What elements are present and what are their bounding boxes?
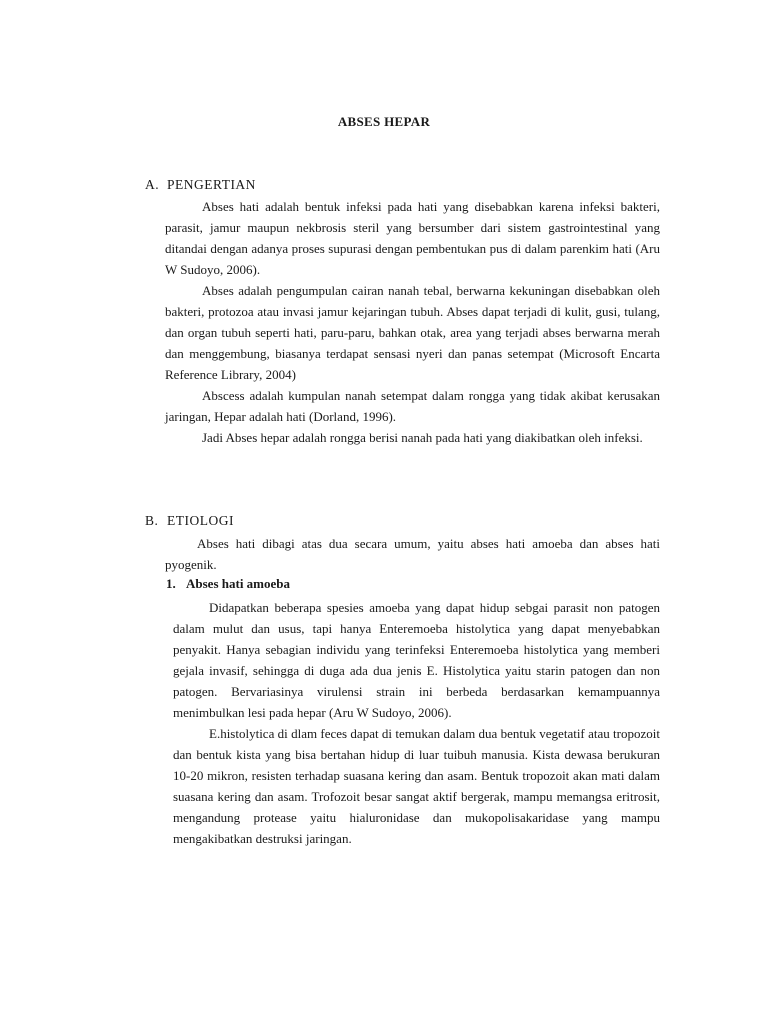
section-b-number: B. [145,513,159,528]
subsection-1-number: 1. [166,576,176,591]
section-b-heading [145,513,234,529]
section-a-paragraph-2: Abses adalah pengumpulan cairan nanah tebal, berwarna kekuningan disebabkan oleh bakteri, protozoa atau invasi jamur kejaringan tubuh. Abses dapat terjadi di kulit, gusi, tulang, dan organ tubuh seperti hati, paru-paru, bahkan otak, area yang terjadi abses berwarna merah dan menggembung, biasanya terdapat sensasi nyeri dan panas setempat (Microsoft Encarta Reference Library, 2004) [165,283,660,382]
subsection-1-heading [166,576,290,592]
subsection-1-body [173,597,660,849]
section-a-body [165,196,660,448]
section-a-paragraph-3: Abscess adalah kumpulan nanah setempat dalam rongga yang tidak akibat kerusakan jaringan, Hepar adalah hati (Dorland, 1996). [165,388,660,424]
section-b-title: ETIOLOGI [167,513,234,528]
section-a-paragraph-1: Abses hati adalah bentuk infeksi pada hati yang disebabkan karena infeksi bakteri, parasit, jamur maupun nekbrosis steril yang bersumber dari sistem gastrointestinal yang ditandai dengan adanya proses supurasi dengan pembentukan pus di dalam parenkim hati (Aru W Sudoyo, 2006). [165,199,660,277]
section-a-heading [145,177,256,193]
section-b-intro-block [165,533,660,575]
section-a-number: A. [145,177,160,192]
section-b-intro: Abses hati dibagi atas dua secara umum, yaitu abses hati amoeba dan abses hati pyogenik. [165,536,660,572]
section-a-paragraph-4: Jadi Abses hepar adalah rongga berisi nanah pada hati yang diakibatkan oleh infeksi. [202,430,643,445]
document-title: ABSES HEPAR [337,114,431,129]
subsection-1-title: Abses hati amoeba [186,576,291,591]
section-a-title: PENGERTIAN [167,177,256,192]
subsection-1-paragraph-1: Didapatkan beberapa spesies amoeba yang dapat hidup sebgai parasit non patogen dalam mulut dan usus, tapi hanya Enteremoeba histolytica yang dapat menyebabkan penyakit. Hanya sebagian individu yang terinfeksi Enteremoeba histolytica yang memberi gejala invasif, sehingga di duga ada dua jenis E. Histolytica yaitu starin patogen dan non patogen. Bervariasinya virulensi strain ini berbeda berdasarkan kemampuannya menimbulkan lesi pada hepar (Aru W Sudoyo, 2006). [173,600,660,720]
subsection-1-paragraph-2: E.histolytica di dlam feces dapat di temukan dalam dua bentuk vegetatif atau tropozoit dan bentuk kista yang bisa bertahan hidup di luar tuibuh manusia. Kista dewasa berukuran 10-20 mikron, resisten terhadap suasana kering dan asam. Bentuk tropozoit akan mati dalam suasana kering dan asam. Trofozoit besar sangat aktif bergerak, mampu memangsa eritrosit, mengandung protease yaitu hialuronidase dan mukopolisakaridase yang mampu mengakibatkan destruksi jaringan. [173,726,660,846]
